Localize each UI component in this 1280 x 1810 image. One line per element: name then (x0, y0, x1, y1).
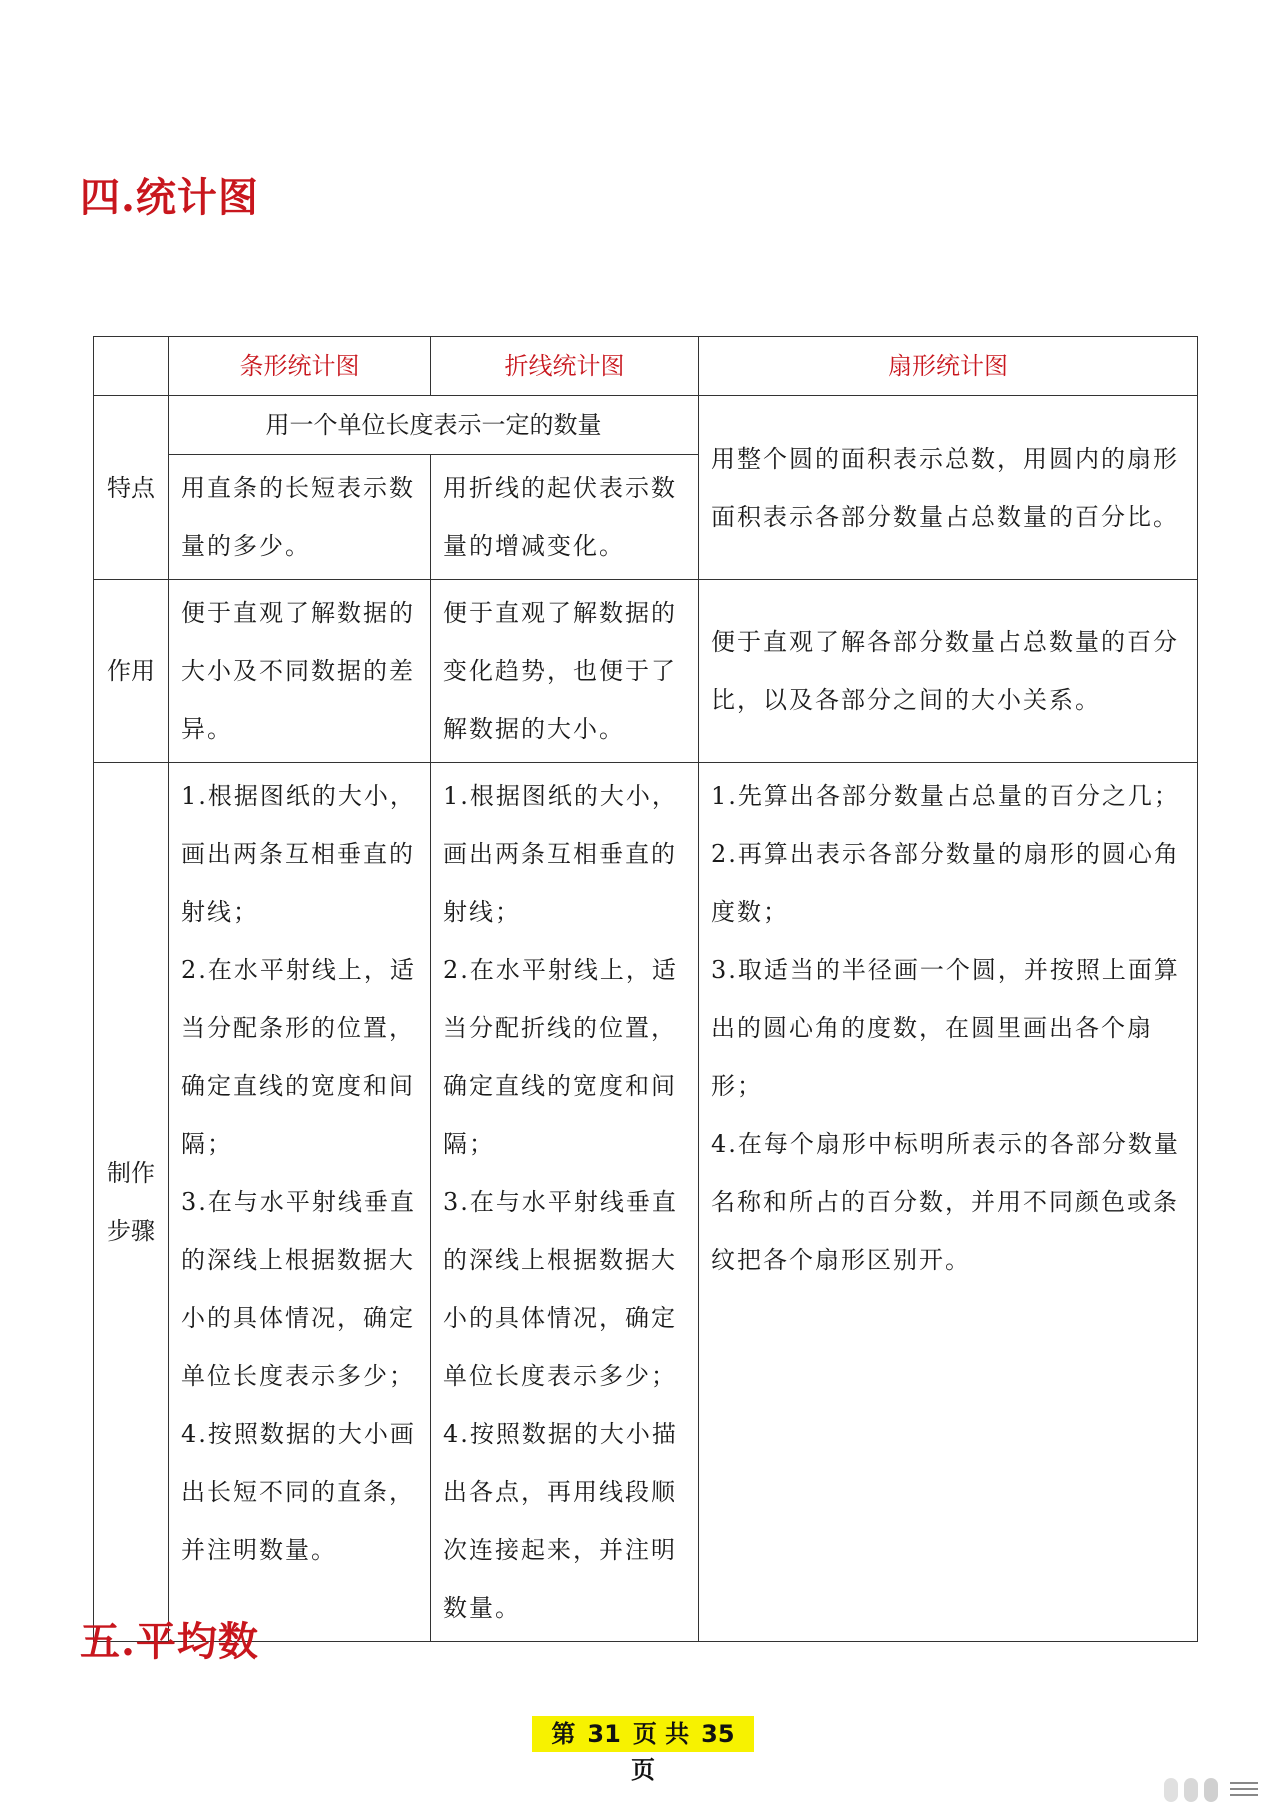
steps-pie-item: 4.在每个扇形中标明所表示的各部分数量名称和所占的百分数，并用不同颜色或条纹把各个扇形区别开。 (711, 1130, 1180, 1274)
page-prefix: 第 (551, 1720, 576, 1748)
page-total: 35 (701, 1720, 735, 1748)
steps-bar-cell (169, 763, 431, 1642)
steps-bar-item: 1.根据图纸的大小，画出两条互相垂直的射线； (181, 782, 416, 926)
header-empty-cell (94, 337, 169, 396)
section-heading-average: 五.平均数 (80, 1618, 259, 1665)
uses-row (94, 580, 1198, 763)
uses-bar-text: 便于直观了解数据的大小及不同数据的差异。 (169, 580, 431, 763)
steps-line-item: 4.按照数据的大小描出各点，再用线段顺次连接起来，并注明数量。 (443, 1420, 678, 1622)
steps-line-item: 2.在水平射线上，适当分配折线的位置，确定直线的宽度和间隔； (443, 956, 678, 1158)
table-header-row (94, 337, 1198, 396)
steps-row (94, 763, 1198, 1642)
steps-label (94, 763, 169, 1642)
steps-pie-item: 1.先算出各部分数量占总量的百分之几； (711, 782, 1180, 810)
features-row-shared (94, 396, 1198, 455)
features-pie-text: 用整个圆的面积表示总数，用圆内的扇形面积表示各部分数量占总数量的百分比。 (699, 396, 1198, 580)
menu-icon[interactable] (1230, 1782, 1258, 1800)
section-heading-statistics-charts: 四.统计图 (80, 174, 259, 221)
header-line-chart: 折线统计图 (431, 337, 699, 396)
steps-label-line-2: 步骤 (107, 1217, 155, 1245)
page-number-footer (532, 1716, 754, 1784)
page-current: 31 (587, 1720, 621, 1748)
steps-line-item: 1.根据图纸的大小，画出两条互相垂直的射线； (443, 782, 678, 926)
steps-line-cell (431, 763, 699, 1642)
features-shared-text: 用一个单位长度表示一定的数量 (169, 396, 699, 455)
steps-pie-item: 2.再算出表示各部分数量的扇形的圆心角度数； (711, 840, 1180, 926)
steps-pie-item: 3.取适当的半径画一个圆，并按照上面算出的圆心角的度数，在圆里画出各个扇形； (711, 956, 1180, 1100)
steps-bar-item: 3.在与水平射线垂直的深线上根据数据大小的具体情况，确定单位长度表示多少； (181, 1188, 416, 1390)
steps-line-item: 3.在与水平射线垂直的深线上根据数据大小的具体情况，确定单位长度表示多少； (443, 1188, 678, 1390)
header-pie-chart: 扇形统计图 (699, 337, 1198, 396)
page-mid: 页 共 (632, 1720, 690, 1748)
features-label: 特点 (94, 396, 169, 580)
header-bar-chart: 条形统计图 (169, 337, 431, 396)
uses-pie-text: 便于直观了解各部分数量占总数量的百分比，以及各部分之间的大小关系。 (699, 580, 1198, 763)
steps-bar-item: 4.按照数据的大小画出长短不同的直条，并注明数量。 (181, 1420, 416, 1564)
statistics-chart-comparison-table (93, 336, 1198, 1642)
scroll-handle-icon[interactable] (1204, 1778, 1218, 1802)
page-suffix: 页 (631, 1756, 655, 1784)
uses-line-text: 便于直观了解数据的变化趋势，也便于了解数据的大小。 (431, 580, 699, 763)
steps-pie-cell (699, 763, 1198, 1642)
steps-bar-item: 2.在水平射线上，适当分配条形的位置，确定直线的宽度和间隔； (181, 956, 416, 1158)
uses-label: 作用 (94, 580, 169, 763)
features-bar-text: 用直条的长短表示数量的多少。 (169, 455, 431, 580)
features-line-text: 用折线的起伏表示数量的增减变化。 (431, 455, 699, 580)
steps-label-line-1: 制作 (107, 1159, 155, 1187)
